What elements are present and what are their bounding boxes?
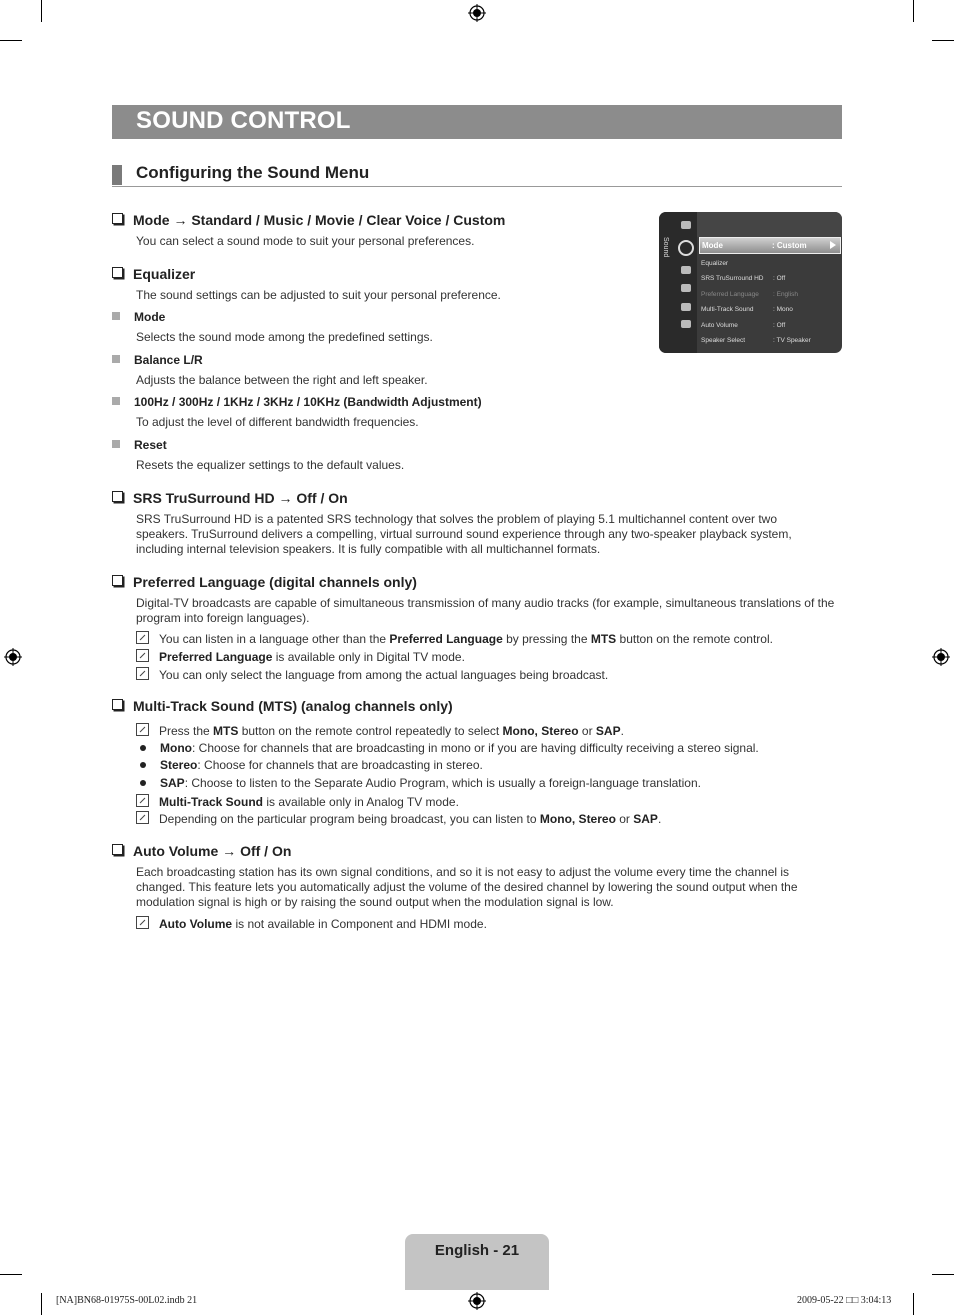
- osd-selected-value: : Custom: [772, 241, 807, 250]
- note: Multi-Track Sound is available only in Analog TV mode.: [136, 794, 459, 809]
- note: Preferred Language is available only in Digital TV mode.: [136, 649, 465, 664]
- note: You can only select the language from among the actual languages being broadcast.: [136, 667, 608, 682]
- footer-file-info: [NA]BN68-01975S-00L02.indb 21: [56, 1295, 198, 1306]
- picture-icon: [681, 221, 691, 229]
- eq-item-title: Reset: [112, 438, 167, 452]
- sound-icon: [678, 240, 694, 256]
- checkbox-icon: [112, 213, 123, 224]
- srs-desc: SRS TruSurround HD is a patented SRS technology that solves the problem of playing 5.1 multichannel content over two speakers. TruSurround delivers a compelling, virtual surround sound experience through any two-speaker playback system, including internal television speakers. It is fully compatible with all multichannel formats.: [136, 512, 792, 556]
- page-number: English - 21: [434, 1242, 520, 1259]
- square-bullet-icon: [112, 355, 120, 363]
- support-icon: [681, 320, 691, 328]
- bullet-item: SAP: Choose to listen to the Separate Audio Program, which is usually a foreign-language translation.: [140, 776, 701, 790]
- crop-mark: [932, 40, 954, 41]
- note-icon: [136, 649, 149, 662]
- crop-mark: [932, 1274, 954, 1275]
- bullet-item: Stereo: Choose for channels that are broadcasting in stereo.: [140, 758, 483, 772]
- crop-mark: [0, 1274, 22, 1275]
- mts-section-title: Multi-Track Sound (MTS) (analog channels only): [112, 698, 453, 714]
- osd-row[interactable]: Multi-Track Sound : Mono: [701, 306, 793, 313]
- heading-marker: [112, 165, 122, 185]
- osd-row[interactable]: Equalizer: [701, 260, 729, 267]
- note-icon: [136, 667, 149, 680]
- osd-sound-menu: [659, 212, 842, 353]
- eq-item-desc: Resets the equalizer settings to the default values.: [136, 458, 405, 472]
- eq-item-title: Mode: [112, 310, 165, 324]
- footer-timestamp: 2009-05-22 □□ 3:04:13: [797, 1295, 892, 1306]
- note: Depending on the particular program being broadcast, you can listen to Mono, Stereo or SAP.: [136, 811, 661, 826]
- mode-section-title: Mode → Standard / Music / Movie / Clear Voice / Custom: [112, 212, 505, 228]
- osd-selected-row[interactable]: [699, 237, 841, 254]
- eq-item-title: 100Hz / 300Hz / 1KHz / 3KHz / 10KHz (Bandwidth Adjustment): [112, 395, 482, 409]
- note: You can listen in a language other than the Preferred Language by pressing the MTS button on the remote control.: [136, 631, 773, 646]
- osd-selected-label: Mode: [702, 241, 723, 250]
- note: Auto Volume is not available in Component and HDMI mode.: [136, 916, 487, 931]
- note-icon: [136, 631, 149, 644]
- eq-item-desc: To adjust the level of different bandwidth frequencies.: [136, 415, 419, 429]
- equalizer-section-title: Equalizer: [112, 266, 195, 282]
- registration-mark-icon: [4, 648, 22, 666]
- registration-mark-icon: [932, 648, 950, 666]
- note-icon: [136, 723, 149, 736]
- checkbox-icon: [112, 699, 123, 710]
- channel-icon: [681, 266, 691, 274]
- srs-section-title: SRS TruSurround HD → Off / On: [112, 490, 348, 506]
- checkbox-icon: [112, 267, 123, 278]
- input-icon: [681, 303, 691, 311]
- mode-desc: You can select a sound mode to suit your personal preferences.: [136, 234, 475, 248]
- setup-icon: [681, 284, 691, 292]
- note-icon: [136, 811, 149, 824]
- crop-mark: [41, 1293, 42, 1315]
- eq-item-desc: Adjusts the balance between the right and left speaker.: [136, 373, 428, 387]
- crop-mark: [0, 40, 22, 41]
- osd-row[interactable]: Auto Volume : Off: [701, 322, 786, 329]
- note-icon: [136, 794, 149, 807]
- osd-row: Preferred Language : English: [701, 291, 798, 298]
- note-icon: [136, 916, 149, 929]
- registration-mark-icon: [468, 4, 486, 22]
- equalizer-desc: The sound settings can be adjusted to suit your personal preference.: [136, 288, 501, 302]
- square-bullet-icon: [112, 440, 120, 448]
- auto-volume-desc: Each broadcasting station has its own signal conditions, and so it is not easy to adjust the volume every time the channel is changed. This feature lets you automatically adjust the volume of the desired channel by lowering the sound output when the modulation signal is high or by raising the sound output when the modulation signal is low.: [136, 865, 798, 909]
- checkbox-icon: [112, 575, 123, 586]
- eq-item-title: Balance L/R: [112, 353, 203, 367]
- page-title: SOUND CONTROL: [136, 107, 351, 134]
- page-number-tab: [405, 1234, 549, 1290]
- checkbox-icon: [112, 491, 123, 502]
- bullet-icon: [140, 780, 146, 786]
- pref-lang-section-title: Preferred Language (digital channels only): [112, 574, 417, 590]
- eq-item-desc: Selects the sound mode among the predefined settings.: [136, 330, 433, 344]
- crop-mark: [41, 0, 42, 22]
- osd-sidebar: [659, 212, 697, 353]
- bullet-item: Mono: Choose for channels that are broadcasting in mono or if you are having difficulty receiving a stereo signal.: [140, 741, 759, 755]
- osd-side-label: Sound: [662, 237, 669, 258]
- auto-volume-section-title: Auto Volume → Off / On: [112, 843, 291, 859]
- section-heading-text: Configuring the Sound Menu: [136, 163, 370, 182]
- pref-lang-desc: Digital-TV broadcasts are capable of simultaneous transmission of many audio tracks (for example, simultaneous translations of the program into foreign languages).: [136, 596, 835, 625]
- osd-row[interactable]: Speaker Select : TV Speaker: [701, 337, 811, 344]
- bullet-icon: [140, 762, 146, 768]
- bullet-icon: [140, 745, 146, 751]
- title-bar: [112, 105, 842, 139]
- registration-mark-icon: [468, 1292, 486, 1310]
- square-bullet-icon: [112, 397, 120, 405]
- crop-mark: [913, 1293, 914, 1315]
- crop-mark: [913, 0, 914, 22]
- checkbox-icon: [112, 844, 123, 855]
- osd-top-strip: [697, 212, 842, 237]
- osd-row[interactable]: SRS TruSurround HD : Off: [701, 275, 786, 282]
- note: Press the MTS button on the remote control repeatedly to select Mono, Stereo or SAP.: [136, 723, 624, 738]
- section-heading: [112, 162, 842, 187]
- square-bullet-icon: [112, 312, 120, 320]
- arrow-right-icon: [830, 241, 836, 249]
